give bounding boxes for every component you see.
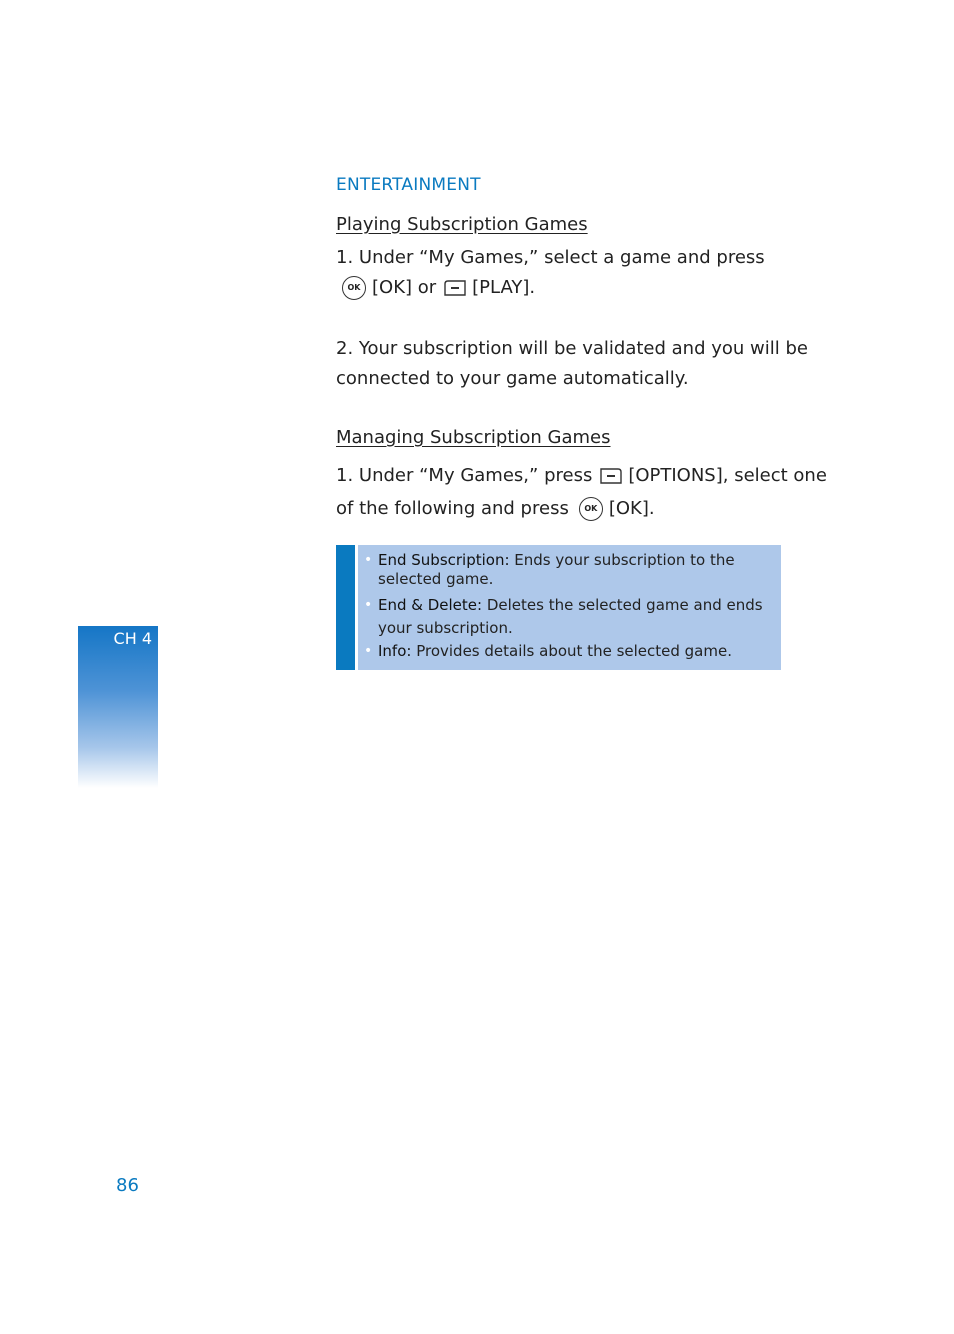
playing-step-2-text-2: connected to your game automatically. (336, 368, 689, 389)
playing-step-2-text-1: 2. Your subscription will be validated and you will be (336, 338, 808, 359)
note-item-desc: Provides details about the selected game. (411, 642, 732, 660)
note-item-text (378, 550, 735, 570)
managing-heading: Managing Subscription Games (336, 427, 611, 448)
playing-step-1-text: 1. Under “My Games,” select a game and press (336, 247, 765, 268)
play-key-label: [PLAY]. (472, 277, 536, 298)
managing-step-1-text-1: 1. Under “My Games,” press (336, 465, 593, 486)
note-item-text (378, 595, 763, 615)
managing-step-1 (336, 459, 827, 525)
bullet-icon: • (364, 643, 373, 659)
chapter-tab (78, 626, 158, 788)
playing-step-2 (336, 334, 808, 394)
playing-step-1 (336, 243, 765, 303)
note-item-desc: Ends your subscription to the (509, 551, 735, 569)
note-item-term: End Subscription: (378, 551, 510, 569)
managing-step-1-text-2: of the following and press (336, 498, 569, 519)
playing-heading: Playing Subscription Games (336, 214, 588, 235)
bullet-icon: • (364, 552, 373, 568)
ok-key-icon: OK (342, 276, 366, 300)
ok-key-label: [OK]. (608, 498, 655, 519)
options-note-box (336, 545, 781, 670)
managing-step-1-line-1 (336, 459, 827, 492)
options-key-label: [OPTIONS], select one (628, 465, 827, 486)
note-item-desc: Deletes the selected game and ends (482, 596, 763, 614)
playing-step-1-line-2 (336, 273, 765, 303)
section-title: ENTERTAINMENT (336, 175, 481, 195)
note-item-term: Info: (378, 642, 412, 660)
note-item-text-cont: selected game. (378, 570, 494, 588)
note-item-text (378, 641, 732, 661)
managing-step-1-line-2 (336, 492, 827, 525)
page-number: 86 (116, 1175, 139, 1196)
note-item-text-cont: your subscription. (378, 619, 513, 637)
ok-key-icon: OK (579, 497, 603, 521)
bullet-icon: • (364, 597, 373, 613)
ok-key-label: [OK] or (372, 277, 437, 298)
note-accent-bar (336, 545, 355, 670)
playing-step-2-line-1 (336, 334, 808, 364)
soft-key-icon (600, 468, 622, 484)
playing-step-1-line-1 (336, 243, 765, 273)
playing-step-2-line-2 (336, 364, 808, 394)
soft-key-icon (444, 280, 466, 296)
note-body (358, 545, 781, 670)
note-item-term: End & Delete: (378, 596, 483, 614)
chapter-label: CH 4 (113, 629, 152, 648)
